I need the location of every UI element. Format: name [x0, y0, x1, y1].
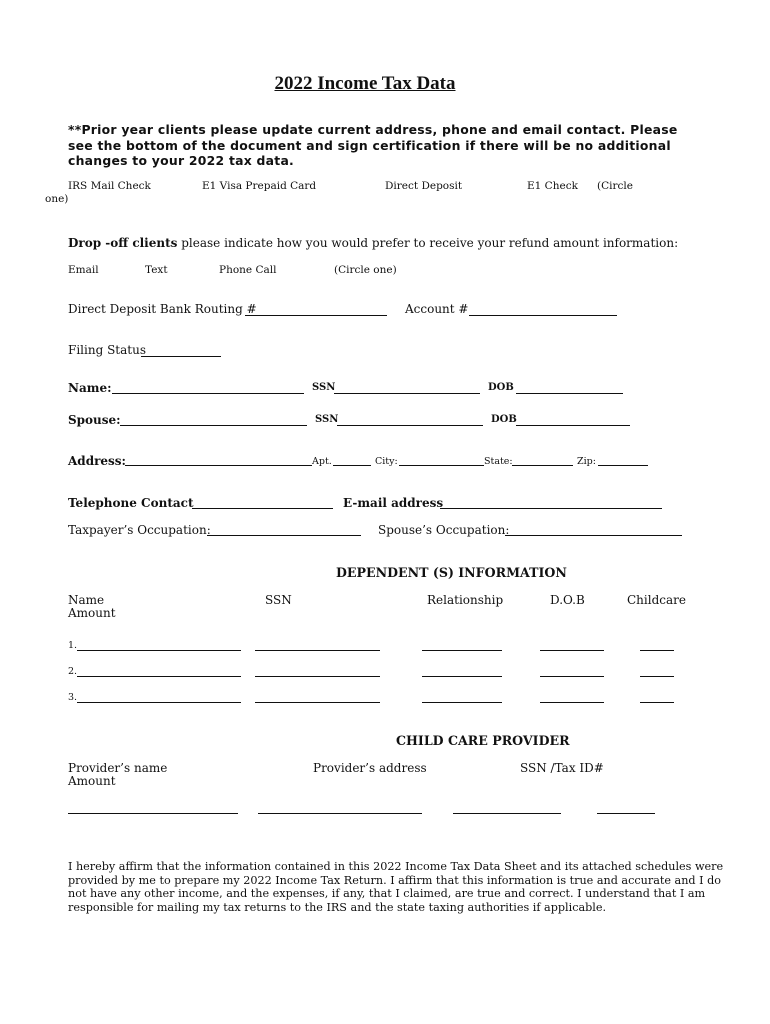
- drop-off-text: please indicate how you would prefer to receive your refund amount information:: [177, 236, 679, 250]
- option-e1-check[interactable]: E1 Check: [527, 180, 578, 192]
- dependent-relationship-field[interactable]: [422, 676, 502, 677]
- spouse-ssn-label: SSN: [315, 414, 339, 425]
- spouse-dob-label: DOB: [491, 414, 517, 425]
- spouse-name-field[interactable]: [120, 425, 307, 426]
- dependent-relationship-field[interactable]: [422, 702, 502, 703]
- circle-one-hint-2: (Circle one): [334, 264, 397, 276]
- dependent-childcare-field[interactable]: [640, 650, 674, 651]
- filing-status-label: Filing Status: [68, 343, 146, 357]
- dependent-name-field[interactable]: [77, 702, 241, 703]
- option-email[interactable]: Email: [68, 264, 99, 276]
- dependents-col-ssn: SSN: [265, 593, 292, 607]
- dependent-dob-field[interactable]: [540, 650, 604, 651]
- dependent-ssn-field[interactable]: [255, 702, 380, 703]
- spouse-ssn-field[interactable]: [337, 425, 483, 426]
- filing-status-field[interactable]: [141, 356, 221, 357]
- option-text[interactable]: Text: [145, 264, 168, 276]
- option-phone-call[interactable]: Phone Call: [219, 264, 277, 276]
- prior-year-notice: **Prior year clients please update current address, phone and email contact. Please see the bottom of the document and sign certification if there will be no additional changes to your 2022 tax data.: [68, 122, 678, 168]
- dependents-col-amount: Amount: [68, 606, 116, 620]
- zip-label: Zip:: [577, 456, 596, 467]
- dependents-col-relationship: Relationship: [427, 593, 504, 607]
- dob-label: DOB: [488, 382, 514, 393]
- apt-label: Apt.: [312, 456, 332, 467]
- child-care-heading: CHILD CARE PROVIDER: [396, 733, 570, 748]
- telephone-field[interactable]: [192, 508, 333, 509]
- drop-off-label: Drop -off clients: [68, 236, 178, 250]
- taxpayer-occupation-field[interactable]: [207, 535, 361, 536]
- apt-field[interactable]: [333, 465, 371, 466]
- dob-field[interactable]: [516, 393, 623, 394]
- drop-off-instructions: [68, 236, 678, 250]
- state-label: State:: [484, 456, 513, 467]
- address-field[interactable]: [125, 465, 312, 466]
- circle-one-hint-cont: one): [45, 193, 69, 205]
- provider-col-name: Provider’s name: [68, 761, 168, 775]
- option-visa-prepaid-card[interactable]: E1 Visa Prepaid Card: [202, 180, 317, 192]
- spouse-label: Spouse:: [68, 413, 121, 427]
- page-title: 2022 Income Tax Data: [274, 73, 456, 94]
- routing-field[interactable]: [245, 315, 387, 316]
- dependent-row-number: 3.: [68, 692, 78, 703]
- dependent-ssn-field[interactable]: [255, 650, 380, 651]
- state-field[interactable]: [512, 465, 573, 466]
- provider-col-amount: Amount: [68, 774, 116, 788]
- dependent-name-field[interactable]: [77, 650, 241, 651]
- taxpayer-occupation-label: Taxpayer’s Occupation:: [68, 523, 211, 537]
- city-label: City:: [375, 456, 398, 467]
- dependent-ssn-field[interactable]: [255, 676, 380, 677]
- address-label: Address:: [68, 454, 126, 468]
- dependent-dob-field[interactable]: [540, 702, 604, 703]
- dependents-col-name: Name: [68, 593, 105, 607]
- affirmation-text: I hereby affirm that the information contained in this 2022 Income Tax Data Sheet and its attached schedules were provided by me to prepare my 2022 Income Tax Return. I affirm that this information is true and accurate and I do not have any other income, and the expenses, if any, that I claimed, are true and correct. I understand that I am responsible for mailing my tax returns to the IRS and the state taxing authorities if applicable.: [68, 860, 724, 915]
- ssn-label: SSN: [312, 382, 336, 393]
- dependent-relationship-field[interactable]: [422, 650, 502, 651]
- dependents-col-childcare: Childcare: [627, 593, 686, 607]
- dependent-childcare-field[interactable]: [640, 702, 674, 703]
- option-irs-mail-check[interactable]: IRS Mail Check: [68, 180, 151, 192]
- dependent-name-field[interactable]: [77, 676, 241, 677]
- zip-field[interactable]: [598, 465, 648, 466]
- name-label: Name:: [68, 381, 112, 395]
- provider-amount-field[interactable]: [597, 813, 655, 814]
- circle-one-hint: (Circle: [597, 180, 633, 192]
- spouse-dob-field[interactable]: [516, 425, 630, 426]
- provider-ssn-field[interactable]: [453, 813, 561, 814]
- city-field[interactable]: [399, 465, 484, 466]
- ssn-field[interactable]: [334, 393, 480, 394]
- name-field[interactable]: [112, 393, 304, 394]
- spouse-occupation-field[interactable]: [505, 535, 682, 536]
- dependent-row-number: 2.: [68, 666, 78, 677]
- dependent-row-number: 1.: [68, 640, 78, 651]
- email-field[interactable]: [440, 508, 662, 509]
- routing-label: Direct Deposit Bank Routing #: [68, 302, 257, 316]
- provider-col-ssn: SSN /Tax ID#: [520, 761, 604, 775]
- account-label: Account #: [405, 302, 469, 316]
- spouse-occupation-label: Spouse’s Occupation:: [378, 523, 510, 537]
- dependents-col-dob: D.O.B: [550, 593, 585, 607]
- email-label: E-mail address: [343, 496, 444, 510]
- dependent-dob-field[interactable]: [540, 676, 604, 677]
- option-direct-deposit[interactable]: Direct Deposit: [385, 180, 463, 192]
- account-field[interactable]: [469, 315, 617, 316]
- provider-address-field[interactable]: [258, 813, 422, 814]
- dependents-heading: DEPENDENT (S) INFORMATION: [336, 565, 567, 580]
- provider-name-field[interactable]: [68, 813, 238, 814]
- provider-col-address: Provider’s address: [313, 761, 427, 775]
- dependent-childcare-field[interactable]: [640, 676, 674, 677]
- telephone-label: Telephone Contact: [68, 496, 194, 510]
